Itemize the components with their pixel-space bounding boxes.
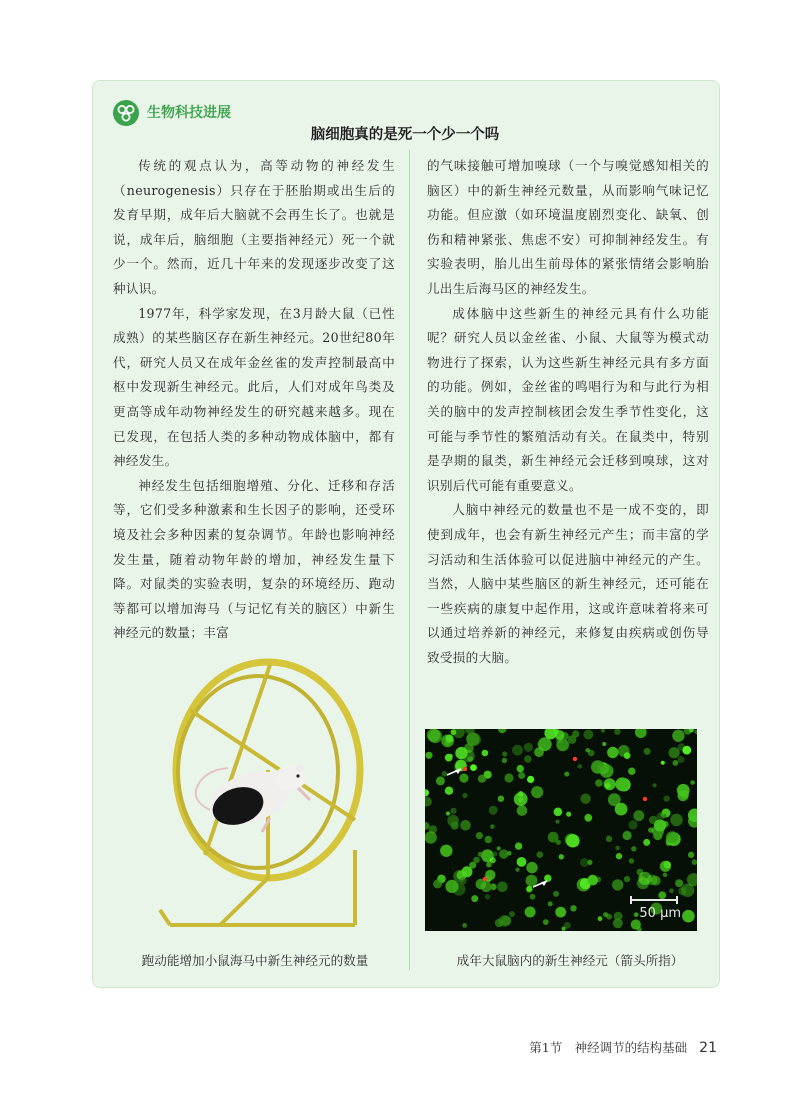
cell-mark <box>566 812 571 817</box>
cell-mark <box>445 787 453 795</box>
cell-mark <box>524 743 533 752</box>
cell-mark <box>606 836 612 842</box>
cell-mark <box>504 773 513 782</box>
page-footer <box>529 1038 717 1056</box>
cell-mark <box>543 919 549 925</box>
cell-mark <box>669 747 680 758</box>
cell-mark <box>425 831 437 843</box>
cell-mark <box>473 857 480 864</box>
cell-mark <box>463 750 475 762</box>
paragraph: 的气味接触可增加嗅球（一个与嗅觉感知相关的脑区）中的新生神经元数量，从而影响气味记忆功能。但应激（如环境温度剧烈变化、缺氧、创伤和精神紧张、焦虑不安）可抑制神经发生。有实验表明，胎儿出生前母体的紧张情绪会影响胎儿出生后海马区的神经发生。 <box>427 158 709 296</box>
left-figure-caption: 跑动能增加小鼠海马中新生神经元的数量 <box>141 953 369 968</box>
cell-mark <box>568 735 577 744</box>
cell-mark <box>449 754 453 758</box>
cell-mark <box>447 815 459 827</box>
cell-mark <box>534 747 544 757</box>
footer-section: 第1节 神经调节的结构基础 <box>529 1040 688 1055</box>
cell-mark <box>471 895 478 902</box>
section-label: 生物科技进展 <box>147 105 231 121</box>
cell-mark <box>570 905 576 911</box>
cell-mark <box>585 748 590 753</box>
cell-mark <box>441 735 454 748</box>
cell-mark <box>462 793 467 798</box>
scale-bar <box>631 899 677 901</box>
cell-mark <box>478 852 483 857</box>
cell-mark <box>631 846 636 851</box>
cell-mark <box>498 796 504 802</box>
cell-mark <box>635 729 647 738</box>
article-title: 脑细胞真的是死一个少一个吗 <box>310 127 500 143</box>
cell-mark <box>553 891 559 897</box>
cell-mark <box>566 834 579 847</box>
right-figure-caption: 成年大鼠脑内的新生神经元（箭头所指） <box>456 953 684 968</box>
cell-mark <box>530 894 536 900</box>
cell-mark <box>663 873 668 878</box>
new-neuron-mark <box>483 877 487 881</box>
cell-mark <box>584 814 592 822</box>
cell-mark <box>428 729 442 743</box>
cell-mark <box>669 889 674 894</box>
new-neuron-mark <box>463 767 467 771</box>
cell-mark <box>607 747 618 758</box>
biotech-logo-icon <box>113 100 139 126</box>
cell-mark <box>673 760 679 766</box>
cell-mark <box>556 820 560 824</box>
cell-mark <box>527 776 534 783</box>
cell-mark <box>495 919 503 927</box>
cell-mark <box>587 860 592 865</box>
cell-mark <box>478 775 486 783</box>
cell-mark <box>517 857 527 867</box>
cell-mark <box>485 894 491 900</box>
cell-mark <box>515 868 519 872</box>
cell-mark <box>555 907 566 918</box>
cell-mark <box>526 875 538 887</box>
cell-mark <box>429 825 437 833</box>
cell-mark <box>468 733 481 746</box>
cell-mark <box>470 764 477 771</box>
cell-mark <box>446 811 450 815</box>
cell-mark <box>425 752 432 759</box>
cell-mark <box>612 879 623 890</box>
cell-mark <box>450 808 456 814</box>
cell-mark <box>660 861 671 872</box>
cell-mark <box>628 820 637 829</box>
cell-mark <box>497 882 508 893</box>
cell-mark <box>482 750 489 757</box>
cell-mark <box>614 912 623 921</box>
cell-mark <box>615 846 620 851</box>
cell-mark <box>614 729 620 735</box>
cell-mark <box>657 813 665 821</box>
cell-mark <box>682 746 691 755</box>
cell-mark <box>690 780 695 785</box>
cell-mark <box>514 792 528 806</box>
cell-mark <box>678 790 689 801</box>
cell-mark <box>490 857 496 863</box>
cell-mark <box>653 831 662 840</box>
cell-mark <box>639 875 643 879</box>
cell-mark <box>615 777 629 791</box>
cell-mark <box>512 745 523 756</box>
cell-mark <box>526 886 533 893</box>
cell-mark <box>489 806 498 815</box>
page-number: 21 <box>699 1040 717 1056</box>
cell-mark <box>692 859 697 865</box>
cell-mark <box>526 862 537 873</box>
cell-mark <box>460 820 471 831</box>
cell-mark <box>688 852 694 858</box>
cell-mark <box>644 748 651 755</box>
cell-mark <box>502 751 507 756</box>
cell-mark <box>629 858 634 863</box>
cell-mark <box>623 831 632 840</box>
cell-mark <box>497 846 501 850</box>
left-column <box>113 154 395 646</box>
paragraph: 成体脑中这些新生的神经元具有什么功能呢？研究人员以金丝雀、小鼠、大鼠等为模式动物进行了探索，认为这些新生神经元具有多方面的功能。例如，金丝雀的鸣唱行为和与此行为相关的脑中的发声控制核团会发生季节性变化，这可能与季节性的繁殖活动有关。在鼠类中，特别是孕期的鼠类，新生神经元会迁移到嗅球，这对识别后代可能有重要意义。 <box>427 305 709 493</box>
cell-mark <box>600 764 614 778</box>
cell-mark <box>524 755 532 763</box>
cell-mark <box>559 854 564 859</box>
cell-mark <box>634 912 639 917</box>
cell-mark <box>580 794 590 804</box>
cell-mark <box>675 879 683 887</box>
cell-mark <box>490 824 495 829</box>
cell-mark <box>602 742 606 746</box>
cell-mark <box>433 879 442 888</box>
cell-mark <box>601 729 605 733</box>
column-divider <box>409 150 410 970</box>
cell-mark <box>670 814 683 827</box>
cell-mark <box>451 729 457 735</box>
paragraph: 1977年，科学家发现，在3月龄大鼠（已性成熟）的某些脑区存在新生神经元。20世纪80年代，研究人员又在成年金丝雀的发声控制最高中枢中发现新生神经元。此后，人们对成年鸟类及更高等成年动物神经发生的研究越来越多。现在已发现，在包括人类的多种动物成体脑中，都有神经发生。 <box>113 305 395 469</box>
neuron-micrograph-image <box>425 729 697 931</box>
cell-mark <box>436 776 445 785</box>
cell-mark <box>595 779 603 787</box>
cell-mark <box>678 756 685 763</box>
cell-mark <box>544 875 551 882</box>
cell-mark <box>459 774 468 783</box>
cell-mark <box>517 805 528 816</box>
cell-mark <box>643 839 650 846</box>
cell-mark <box>618 745 630 757</box>
cell-mark <box>598 916 603 921</box>
cell-mark <box>583 730 593 740</box>
cell-mark <box>425 797 432 807</box>
cell-mark <box>445 880 458 893</box>
cell-mark <box>604 778 616 790</box>
cell-mark <box>578 764 583 769</box>
cell-mark <box>525 907 536 918</box>
cell-mark <box>440 845 452 857</box>
cell-mark <box>682 910 695 923</box>
cell-mark <box>498 729 507 733</box>
cell-mark <box>616 853 622 859</box>
cell-mark <box>531 786 543 798</box>
cell-mark <box>537 851 544 858</box>
cell-mark <box>548 832 559 843</box>
cell-mark <box>476 832 483 839</box>
cell-mark <box>459 877 466 884</box>
cell-mark <box>517 765 524 772</box>
cell-mark <box>628 768 635 775</box>
cell-mark <box>661 761 665 765</box>
paragraph: 人脑中神经元的数量也不是一成不变的，即使到成年，也会有新生神经元产生；而丰富的学习活动和生活体验可以促进脑中神经元的产生。当然，人脑中某些脑区的新生神经元，还可能在一些疾病的康复中起作用，这或许意味着将来可以通过培养新的神经元，来修复由疾病或创伤导致受损的大脑。 <box>427 502 709 665</box>
cell-mark <box>548 901 553 906</box>
right-column <box>427 154 709 670</box>
cell-mark <box>624 876 630 882</box>
cell-mark <box>554 808 563 817</box>
cell-mark <box>515 842 522 849</box>
cell-mark <box>564 772 569 777</box>
new-neuron-mark <box>643 797 647 801</box>
cell-mark <box>606 914 612 920</box>
cell-mark <box>633 810 644 821</box>
scale-label: 50 μm <box>639 906 681 921</box>
cell-mark <box>462 923 467 928</box>
cell-mark <box>654 819 666 831</box>
cell-mark <box>442 771 448 777</box>
cell-mark <box>564 922 571 929</box>
cell-mark <box>666 831 678 843</box>
paragraph: 神经发生包括细胞增殖、分化、迁移和存活等，它们受多种激素和生长因子的影响，还受环境及社会多种因素的复杂调节。年龄也影响神经发生量，随着动物年龄的增加，神经发生量下降。对鼠类的实验表明，复杂的环境经历、跑动等都可以增加海马（与记忆有关的脑区）中新生神经元的数量；丰富 <box>113 477 395 641</box>
cell-mark <box>684 729 692 735</box>
new-neuron-mark <box>573 757 577 761</box>
mouse-running-wheel-image <box>150 650 365 940</box>
cell-mark <box>648 827 653 832</box>
cell-mark <box>502 758 507 763</box>
cell-mark <box>608 793 621 806</box>
cell-mark <box>518 772 525 779</box>
cell-mark <box>425 789 429 796</box>
cell-mark <box>485 836 492 843</box>
cell-mark <box>663 795 669 801</box>
cell-mark <box>492 851 497 856</box>
cell-mark <box>499 849 508 858</box>
paragraph: 传统的观点认为，高等动物的神经发生（neurogenesis）只存在于胚胎期或出生后的发育早期，成年后大脑就不会再生长了。也就是说，成年后，脑细胞（主要指神经元）死一个就少一个。然而，近几十年来的发现逐步改变了这种认识。 <box>113 158 395 296</box>
cell-mark <box>672 730 684 742</box>
cell-mark <box>509 911 515 917</box>
cell-mark <box>587 875 598 886</box>
cell-mark <box>695 730 698 734</box>
cell-mark <box>653 783 657 787</box>
